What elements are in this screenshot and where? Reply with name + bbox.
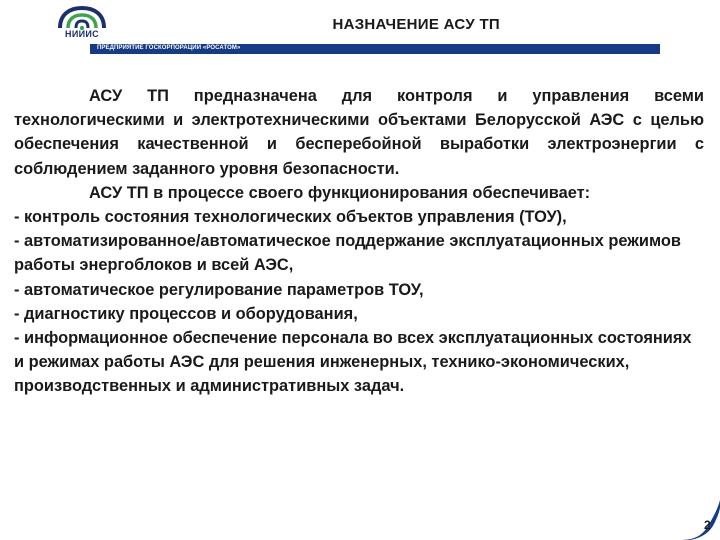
- niiis-logo: [56, 4, 108, 46]
- list-item: - диагностику процессов и оборудования,: [14, 304, 358, 323]
- page-corner-decoration: [680, 500, 720, 540]
- lead-paragraph: АСУ ТП в процессе своего функционирования обеспечивает:: [89, 183, 591, 202]
- list-item: - автоматизированное/автоматическое поддержание эксплуатационных режимов работы энергоблоков и всей АЭС,: [14, 232, 681, 275]
- page-number: 2: [704, 518, 711, 532]
- intro-paragraph: АСУ ТП предназначена для контроля и управления всеми технологическими и электротехническими объектами Белорусской АЭС с целью обеспечения качественной и бесперебойной выработки электроэнергии с соблюдением заданного уровня безопасности.: [14, 87, 704, 178]
- logo-text: НИИИС: [65, 29, 99, 39]
- header-subtitle: ПРЕДПРИЯТИЕ ГОСКОРПОРАЦИИ «РОСАТОМ»: [97, 45, 241, 51]
- list-item: - автоматическое регулирование параметров ТОУ,: [14, 280, 424, 299]
- niiis-logo-icon: [56, 4, 108, 30]
- list-item: - информационное обеспечение персонала во всех эксплуатационных состояниях и режимах работы АЭС для решения инженерных, технико-экономических, производственных и административных задач.: [14, 329, 692, 396]
- page-title: НАЗНАЧЕНИЕ АСУ ТП: [332, 16, 500, 33]
- body-text: [14, 84, 704, 399]
- list-item: - контроль состояния технологических объектов управления (ТОУ),: [14, 208, 567, 227]
